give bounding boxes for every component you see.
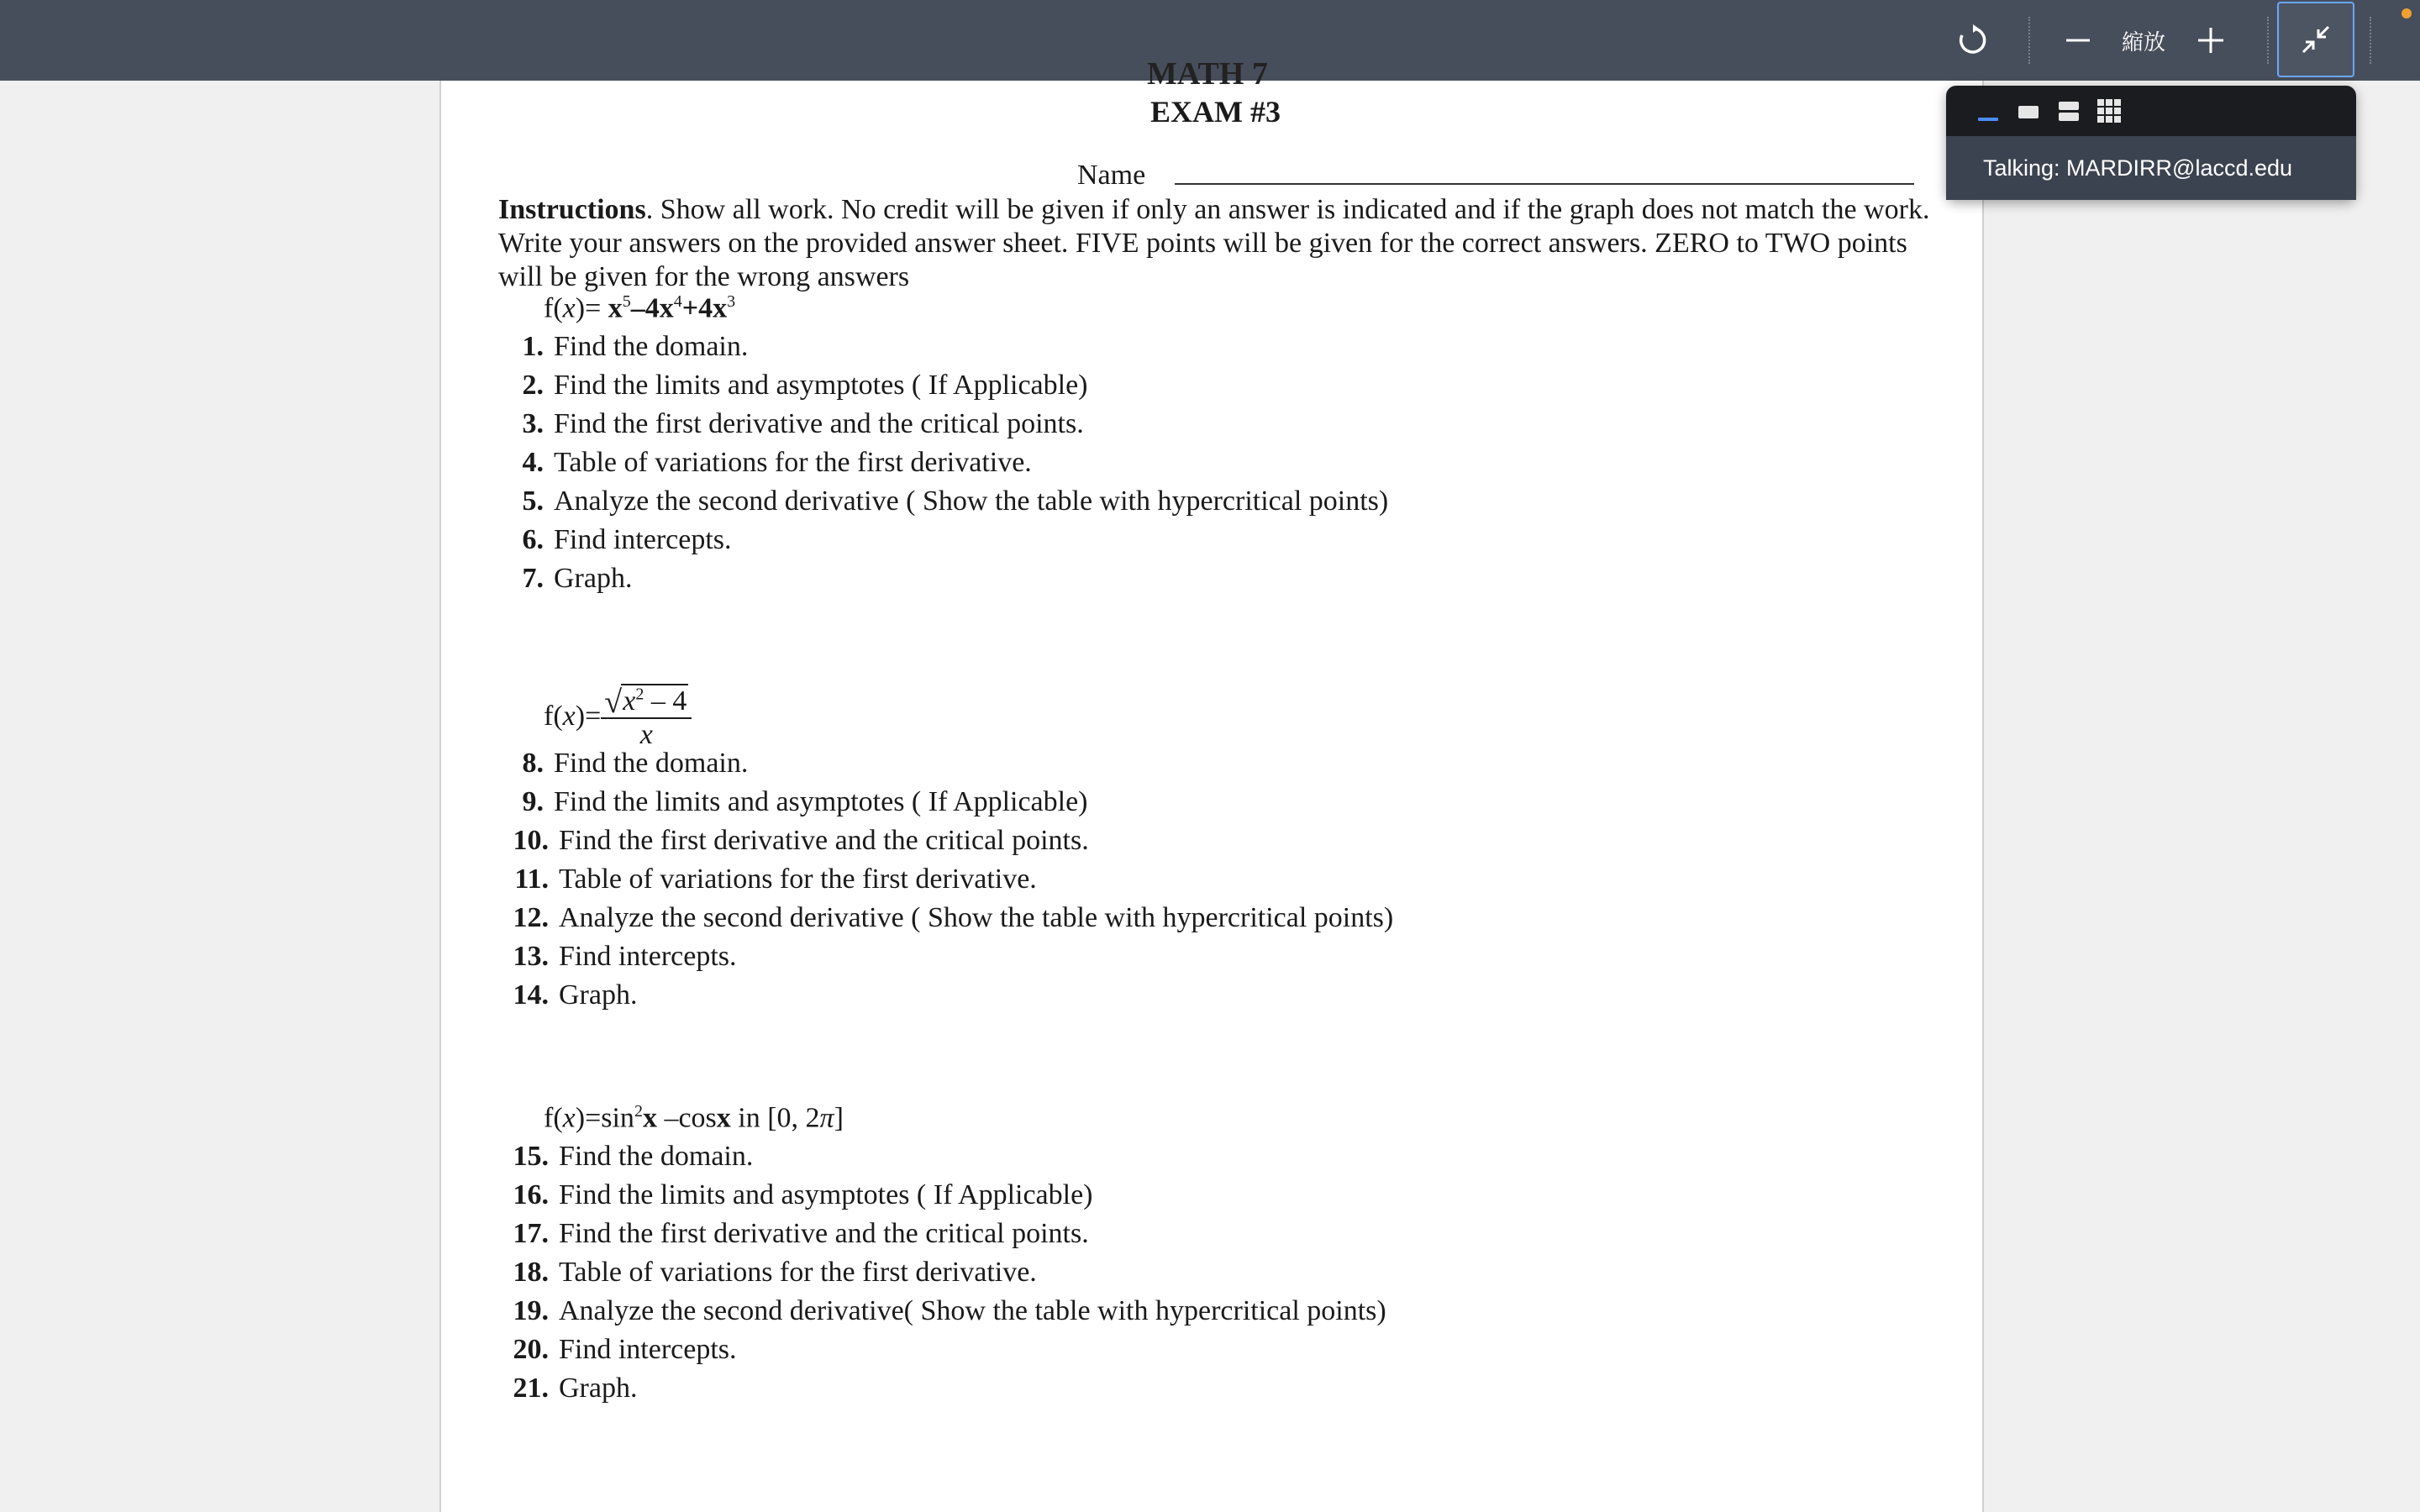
function-1: $f(x)= x^5-4x^4+4x^3$ — [544, 292, 736, 324]
toolbar-divider — [2370, 17, 2371, 64]
name-field-line — [1175, 183, 1914, 185]
exam-title: EXAM #3 — [1150, 95, 1281, 129]
question-14: 14. Graph. — [513, 979, 638, 1011]
instructions-text: . Show all work. No credit will be given if only an answer is indicated and if the graph does not match the work. Write your answers on the provided answer sheet. FIVE points will be given for the correct answers. ZERO to TWO points will be given for the wrong answers — [498, 194, 1930, 292]
grid-view-button[interactable] — [2094, 96, 2124, 126]
plus-icon — [2196, 26, 2225, 55]
question-17: 17. Find the first derivative and the critical points. — [513, 1218, 1089, 1249]
instructions-heading: Instructions — [498, 194, 646, 225]
document-page — [439, 56, 1984, 1512]
collapse-button[interactable] — [2277, 2, 2354, 77]
toolbar-divider — [2267, 17, 2269, 64]
minimize-view-button[interactable] — [1973, 96, 2003, 126]
question-5: 5. Analyze the second derivative ( Show the table with hypercritical points) — [522, 486, 1389, 517]
zoom-label: 縮放 — [2121, 29, 2165, 55]
question-20: 20. Find intercepts. — [513, 1334, 737, 1365]
question-12: 12. Analyze the second derivative ( Show the table with hypercritical points) — [513, 902, 1394, 933]
split-view-button[interactable] — [2054, 96, 2084, 126]
fraction: √ $x^2 - 4$ x — [601, 685, 692, 751]
question-1: 1. Find the domain. — [522, 331, 749, 362]
view-switcher — [1946, 86, 2356, 134]
split-view-icon — [2057, 99, 2081, 123]
course-title: MATH 7 — [1147, 56, 1268, 92]
zoom-in-button[interactable] — [2190, 17, 2232, 64]
question-10: 10. Find the first derivative and the critical points. — [513, 825, 1089, 856]
single-view-icon — [2017, 99, 2040, 123]
talking-indicator: Talking: MARDIRR@laccd.edu — [1946, 136, 2356, 200]
question-13: 13. Find intercepts. — [513, 941, 737, 972]
instructions — [498, 193, 1944, 294]
question-2: 2. Find the limits and asymptotes ( If Applicable) — [522, 370, 1088, 401]
grid-view-icon — [2096, 98, 2122, 123]
question-11: 11. Table of variations for the first derivative. — [514, 864, 1037, 895]
question-8: 8. Find the domain. — [522, 748, 749, 779]
question-3: 3. Find the first derivative and the critical points. — [522, 408, 1084, 439]
question-15: 15. Find the domain. — [513, 1141, 754, 1172]
function-3: $f(x)=\sin^2x$ –cosx in [0, 2π] — [544, 1102, 844, 1134]
single-view-button[interactable] — [2013, 96, 2044, 126]
question-18: 18. Table of variations for the first derivative. — [513, 1257, 1037, 1288]
participant-panel — [1946, 86, 2356, 200]
question-4: 4. Table of variations for the first derivative. — [522, 447, 1032, 478]
refresh-button[interactable] — [1949, 17, 1996, 64]
question-21: 21. Graph. — [513, 1373, 638, 1404]
refresh-icon — [1956, 24, 1990, 57]
toolbar-divider — [2028, 17, 2030, 64]
minimize-view-icon — [1976, 99, 2000, 123]
collapse-icon — [2300, 24, 2332, 55]
question-7: 7. Graph. — [522, 563, 633, 594]
zoom-out-button[interactable] — [2057, 17, 2099, 64]
name-label: Name — [1077, 160, 1146, 191]
question-6: 6. Find intercepts. — [522, 524, 732, 555]
question-16: 16. Find the limits and asymptotes ( If Applicable) — [513, 1179, 1093, 1210]
question-9: 9. Find the limits and asymptotes ( If Applicable) — [522, 786, 1088, 817]
function-2: f(x)= √ $x^2 - 4$ x — [544, 685, 692, 751]
minus-icon — [2065, 27, 2091, 54]
question-19: 19. Analyze the second derivative( Show the table with hypercritical points) — [513, 1295, 1386, 1326]
notification-dot — [2402, 8, 2412, 18]
